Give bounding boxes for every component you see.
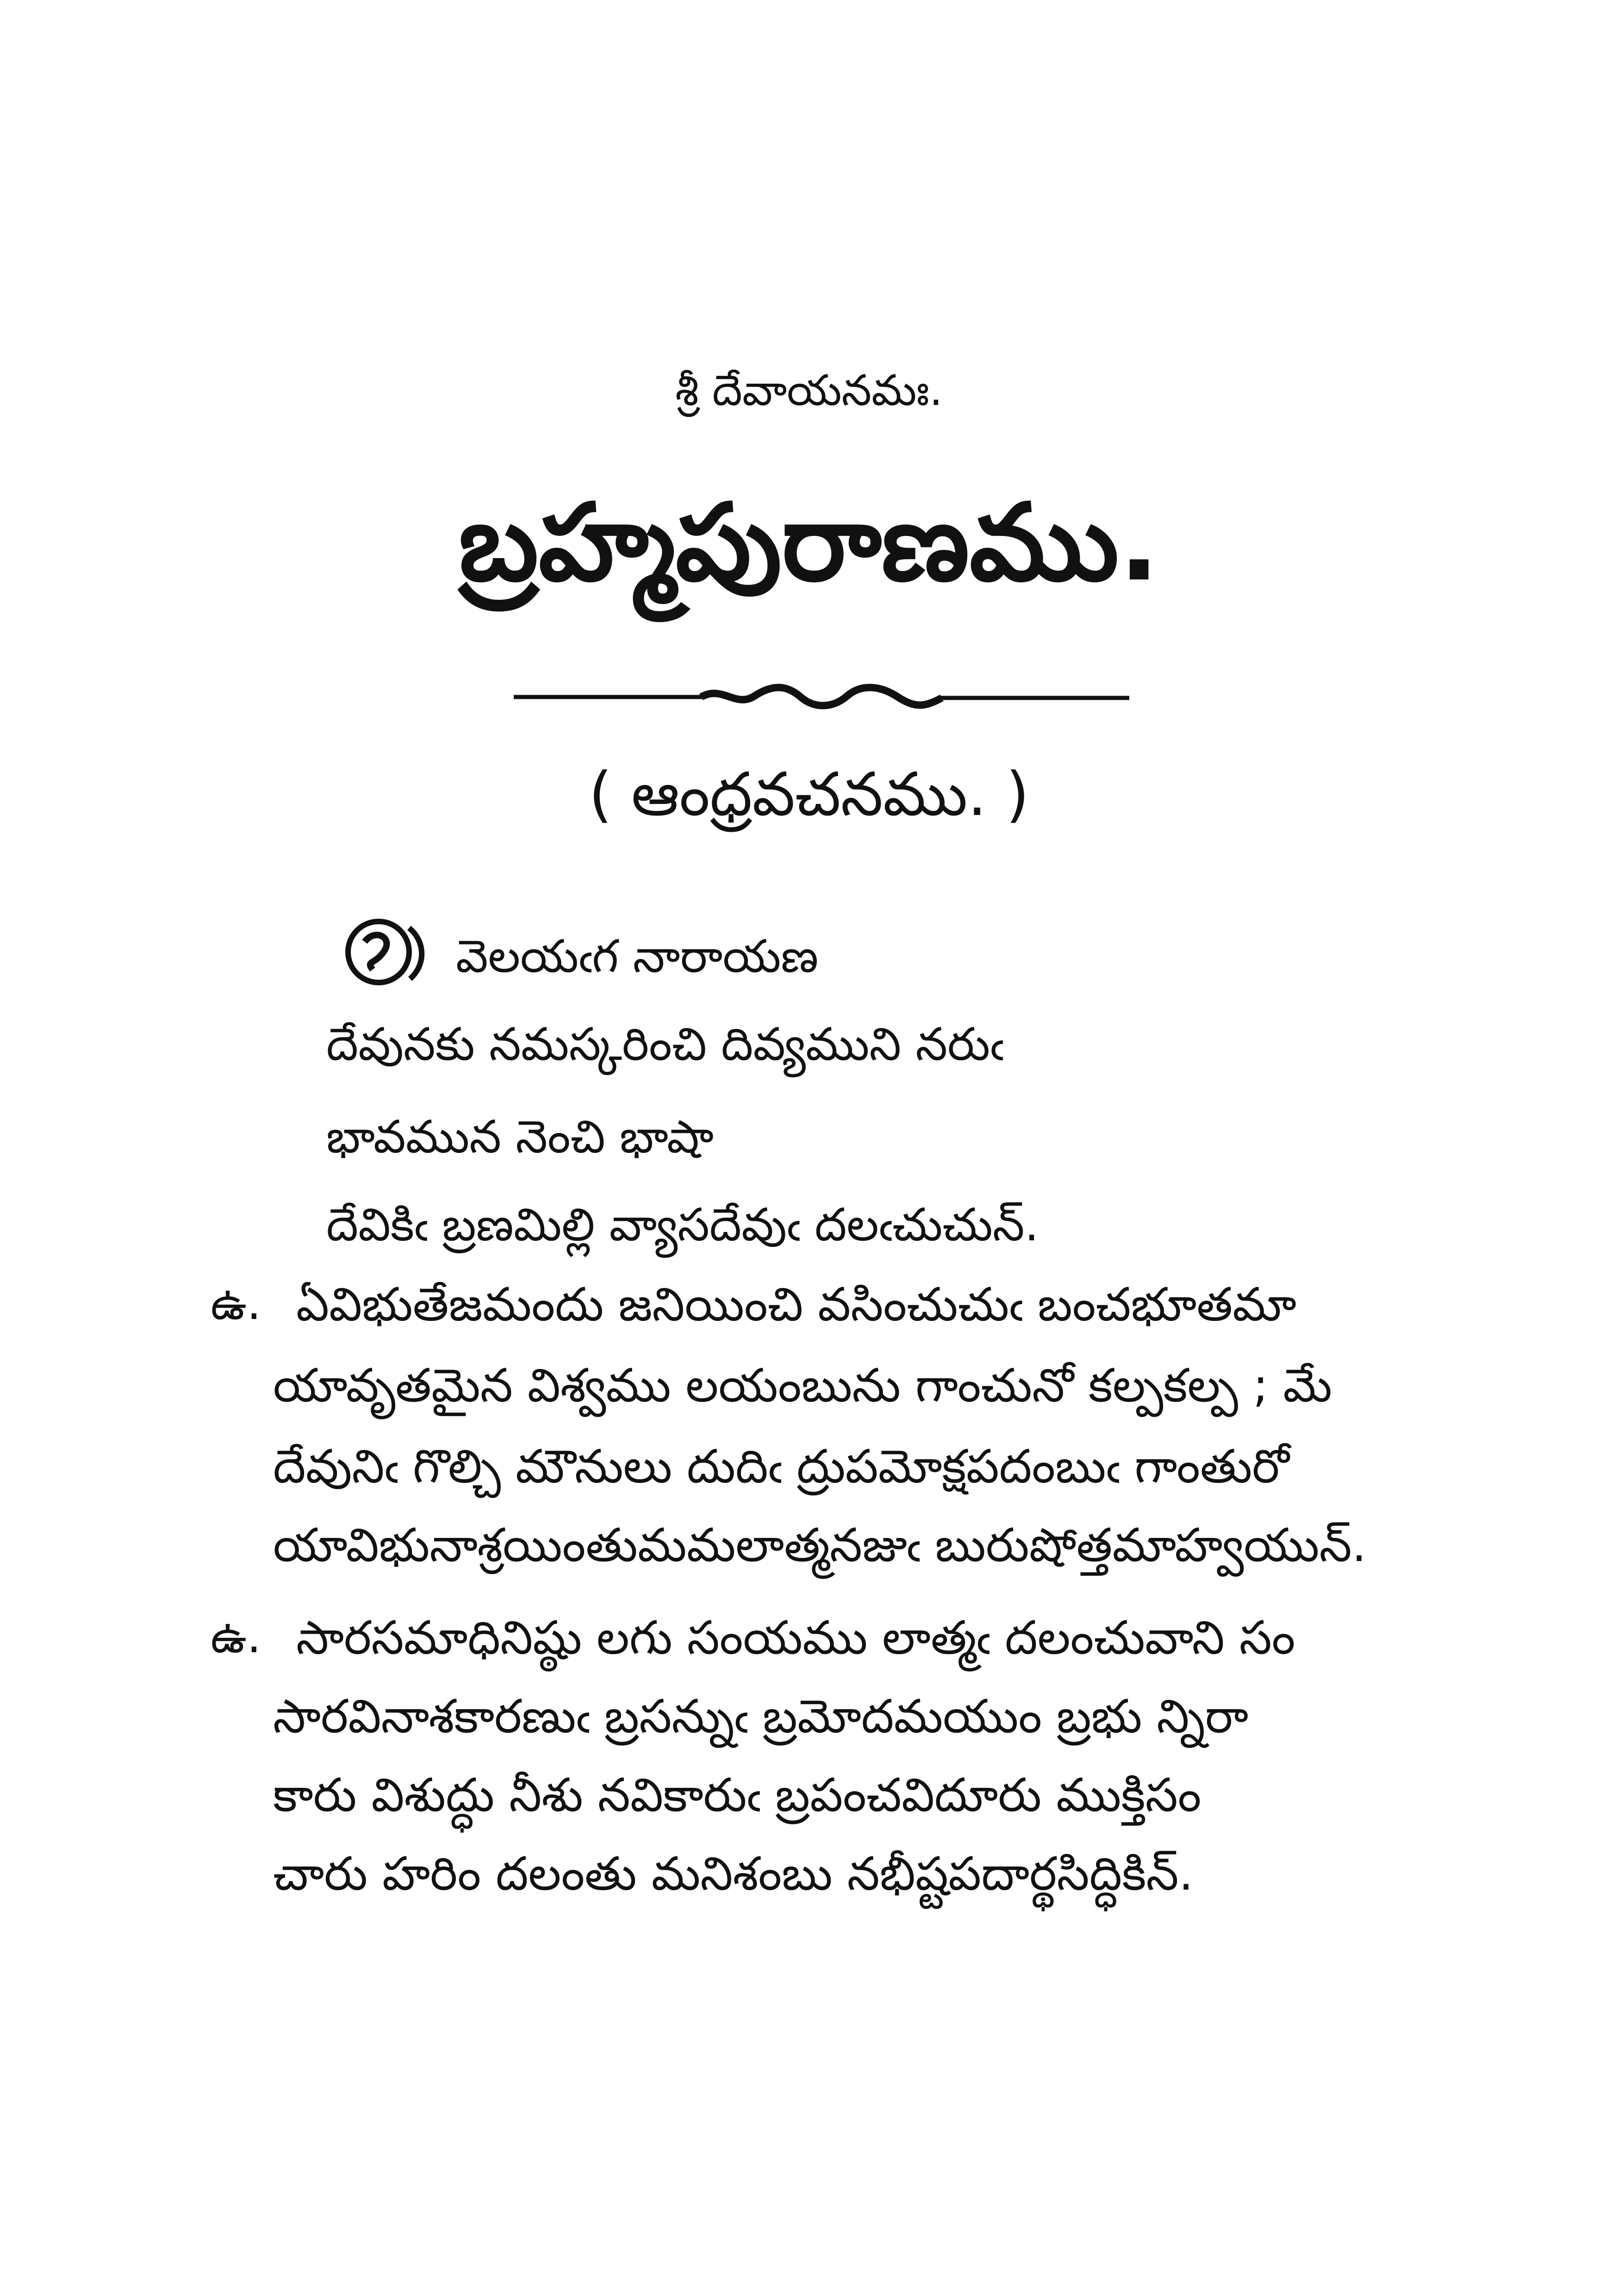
page-title: బ్రహ్మపురాణము.: [459, 481, 1159, 605]
verse-line: భావమున నెంచి భాషా: [326, 1111, 714, 1164]
stanza-line: యావిభునాశ్రయింతుమమలాత్మనజుఁ బురుషోత్తమాహ్వయున్.: [273, 1518, 1367, 1572]
stanza-line: యావృతమైన విశ్వము లయంబును గాంచునో కల్పకల్ప ; మే: [273, 1358, 1332, 1412]
page-subtitle: ( ఆంధ్రవచనము. ): [589, 759, 1029, 829]
stanza-line: ఏవిభుతేజమందు జనియించి వసించుచుఁ బంచభూతమా: [296, 1277, 1297, 1332]
stanza-line: కారు విశుద్ధు నీశు నవికారుఁ బ్రపంచవిదూరు ముక్తిసం: [273, 1768, 1201, 1822]
sri-ornament-icon: [338, 909, 430, 993]
ornamental-rule: [514, 676, 1129, 717]
verse-line: వెలయఁగ నారాయణ: [456, 930, 819, 983]
stanza-marker: ఉ.: [211, 1277, 261, 1330]
stanza-marker: ఉ.: [211, 1611, 261, 1663]
stanza-line: సారవినాశకారణుఁ బ్రసన్నుఁ బ్రమోదమయుం బ్రభు న్నిరా: [273, 1689, 1249, 1743]
verse-line: దేవికిఁ బ్రణమిల్లి వ్యాసదేవుఁ దలఁచుచున్.: [326, 1199, 1039, 1251]
stanza-line: సారసమాధినిష్ఠు లగు సంయము లాత్మఁ దలంచువాని సం: [296, 1611, 1295, 1665]
verse-line: దేవునకు నమస్కరించి దివ్యముని నరుఁ: [326, 1018, 1004, 1071]
stanza-line: చారు హరిం దలంతు మనిశంబు నభీష్టపదార్థసిద్ధికిన్.: [273, 1847, 1194, 1901]
stanza-line: దేవునిఁ గొల్చి మౌనులు దుదిఁ ద్రుపమోక్షపదంబుఁ గాంతురో: [273, 1439, 1289, 1493]
invocation-line: శ్రీ దేవాయనమః.: [675, 366, 943, 415]
